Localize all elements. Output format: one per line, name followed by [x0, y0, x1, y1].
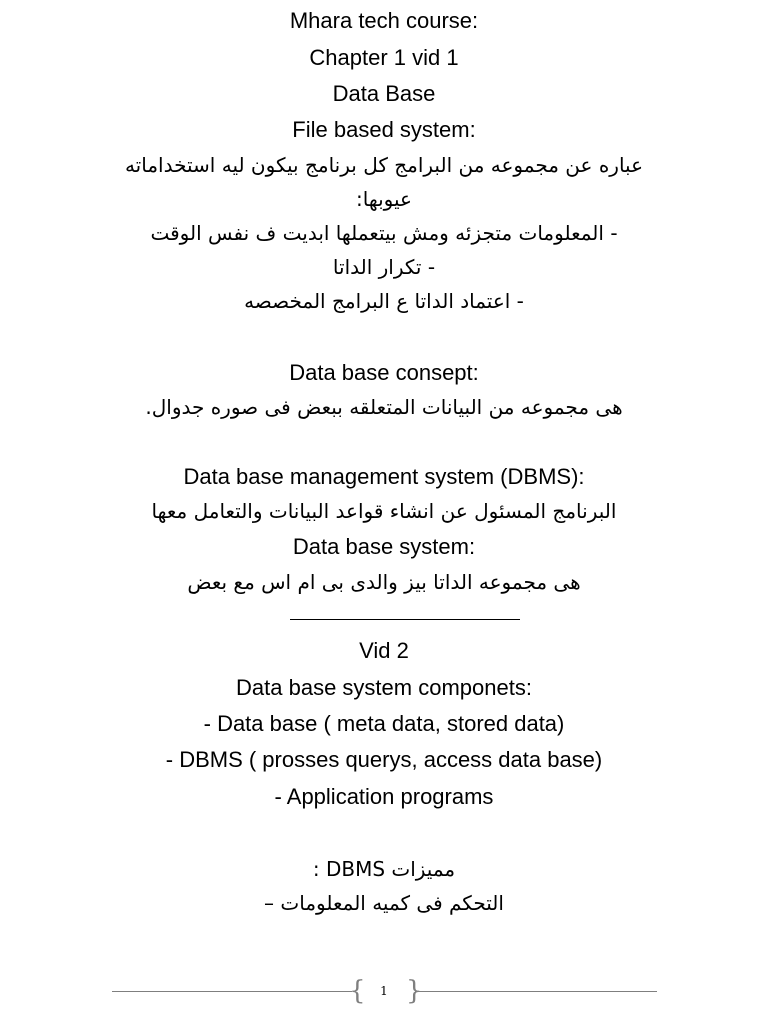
dbms-definition: البرنامج المسئول عن انشاء قواعد البيانات والتعامل معها [151, 499, 617, 523]
section-heading-file-based: File based system: [292, 117, 476, 142]
drawback-item: - المعلومات متجزئه ومش بيتعملها ابديت ف نفس الوقت [150, 221, 618, 245]
feature-item: التحكم فى كميه المعلومات – [264, 891, 504, 915]
page-number: 1 [380, 984, 388, 998]
footer-brace-open: { [349, 976, 366, 1006]
drawbacks-heading: عيوبها: [356, 187, 412, 211]
drawback-item: - اعتماد الداتا ع البرامج المخصصه [244, 289, 524, 313]
section-heading-db-system: Data base system: [292, 534, 476, 559]
section-heading-dbms: Data base management system (DBMS): [183, 464, 585, 489]
course-title: Mhara tech course: [289, 8, 479, 33]
footer-rule-left [112, 991, 352, 992]
components-heading: Data base system componets: [236, 675, 532, 700]
video-heading: Vid 2 [359, 638, 409, 663]
db-system-definition: هى مجموعه الداتا بيز والدى بى ام اس مع بعض [187, 570, 581, 594]
footer-brace-close: } [406, 976, 423, 1006]
file-based-definition: عباره عن مجموعه من البرامج كل برنامج بيكون ليه استخداماته [124, 153, 644, 177]
section-heading-concept: Data base consept: [289, 360, 479, 385]
chapter-heading: Chapter 1 vid 1 [309, 45, 459, 70]
footer-rule-right [415, 991, 657, 992]
component-item: - Data base ( meta data, stored data) [203, 711, 565, 736]
topic-heading: Data Base [332, 81, 436, 106]
drawback-item: - تكرار الداتا [332, 255, 436, 279]
component-item: - Application programs [274, 784, 494, 809]
features-heading: : DBMS مميزات [312, 857, 456, 881]
concept-definition: هى مجموعه من البيانات المتعلقه ببعض فى صوره جدوال. [145, 395, 623, 419]
component-item: - DBMS ( prosses querys, access data base) [165, 747, 603, 772]
horizontal-divider [290, 619, 520, 620]
